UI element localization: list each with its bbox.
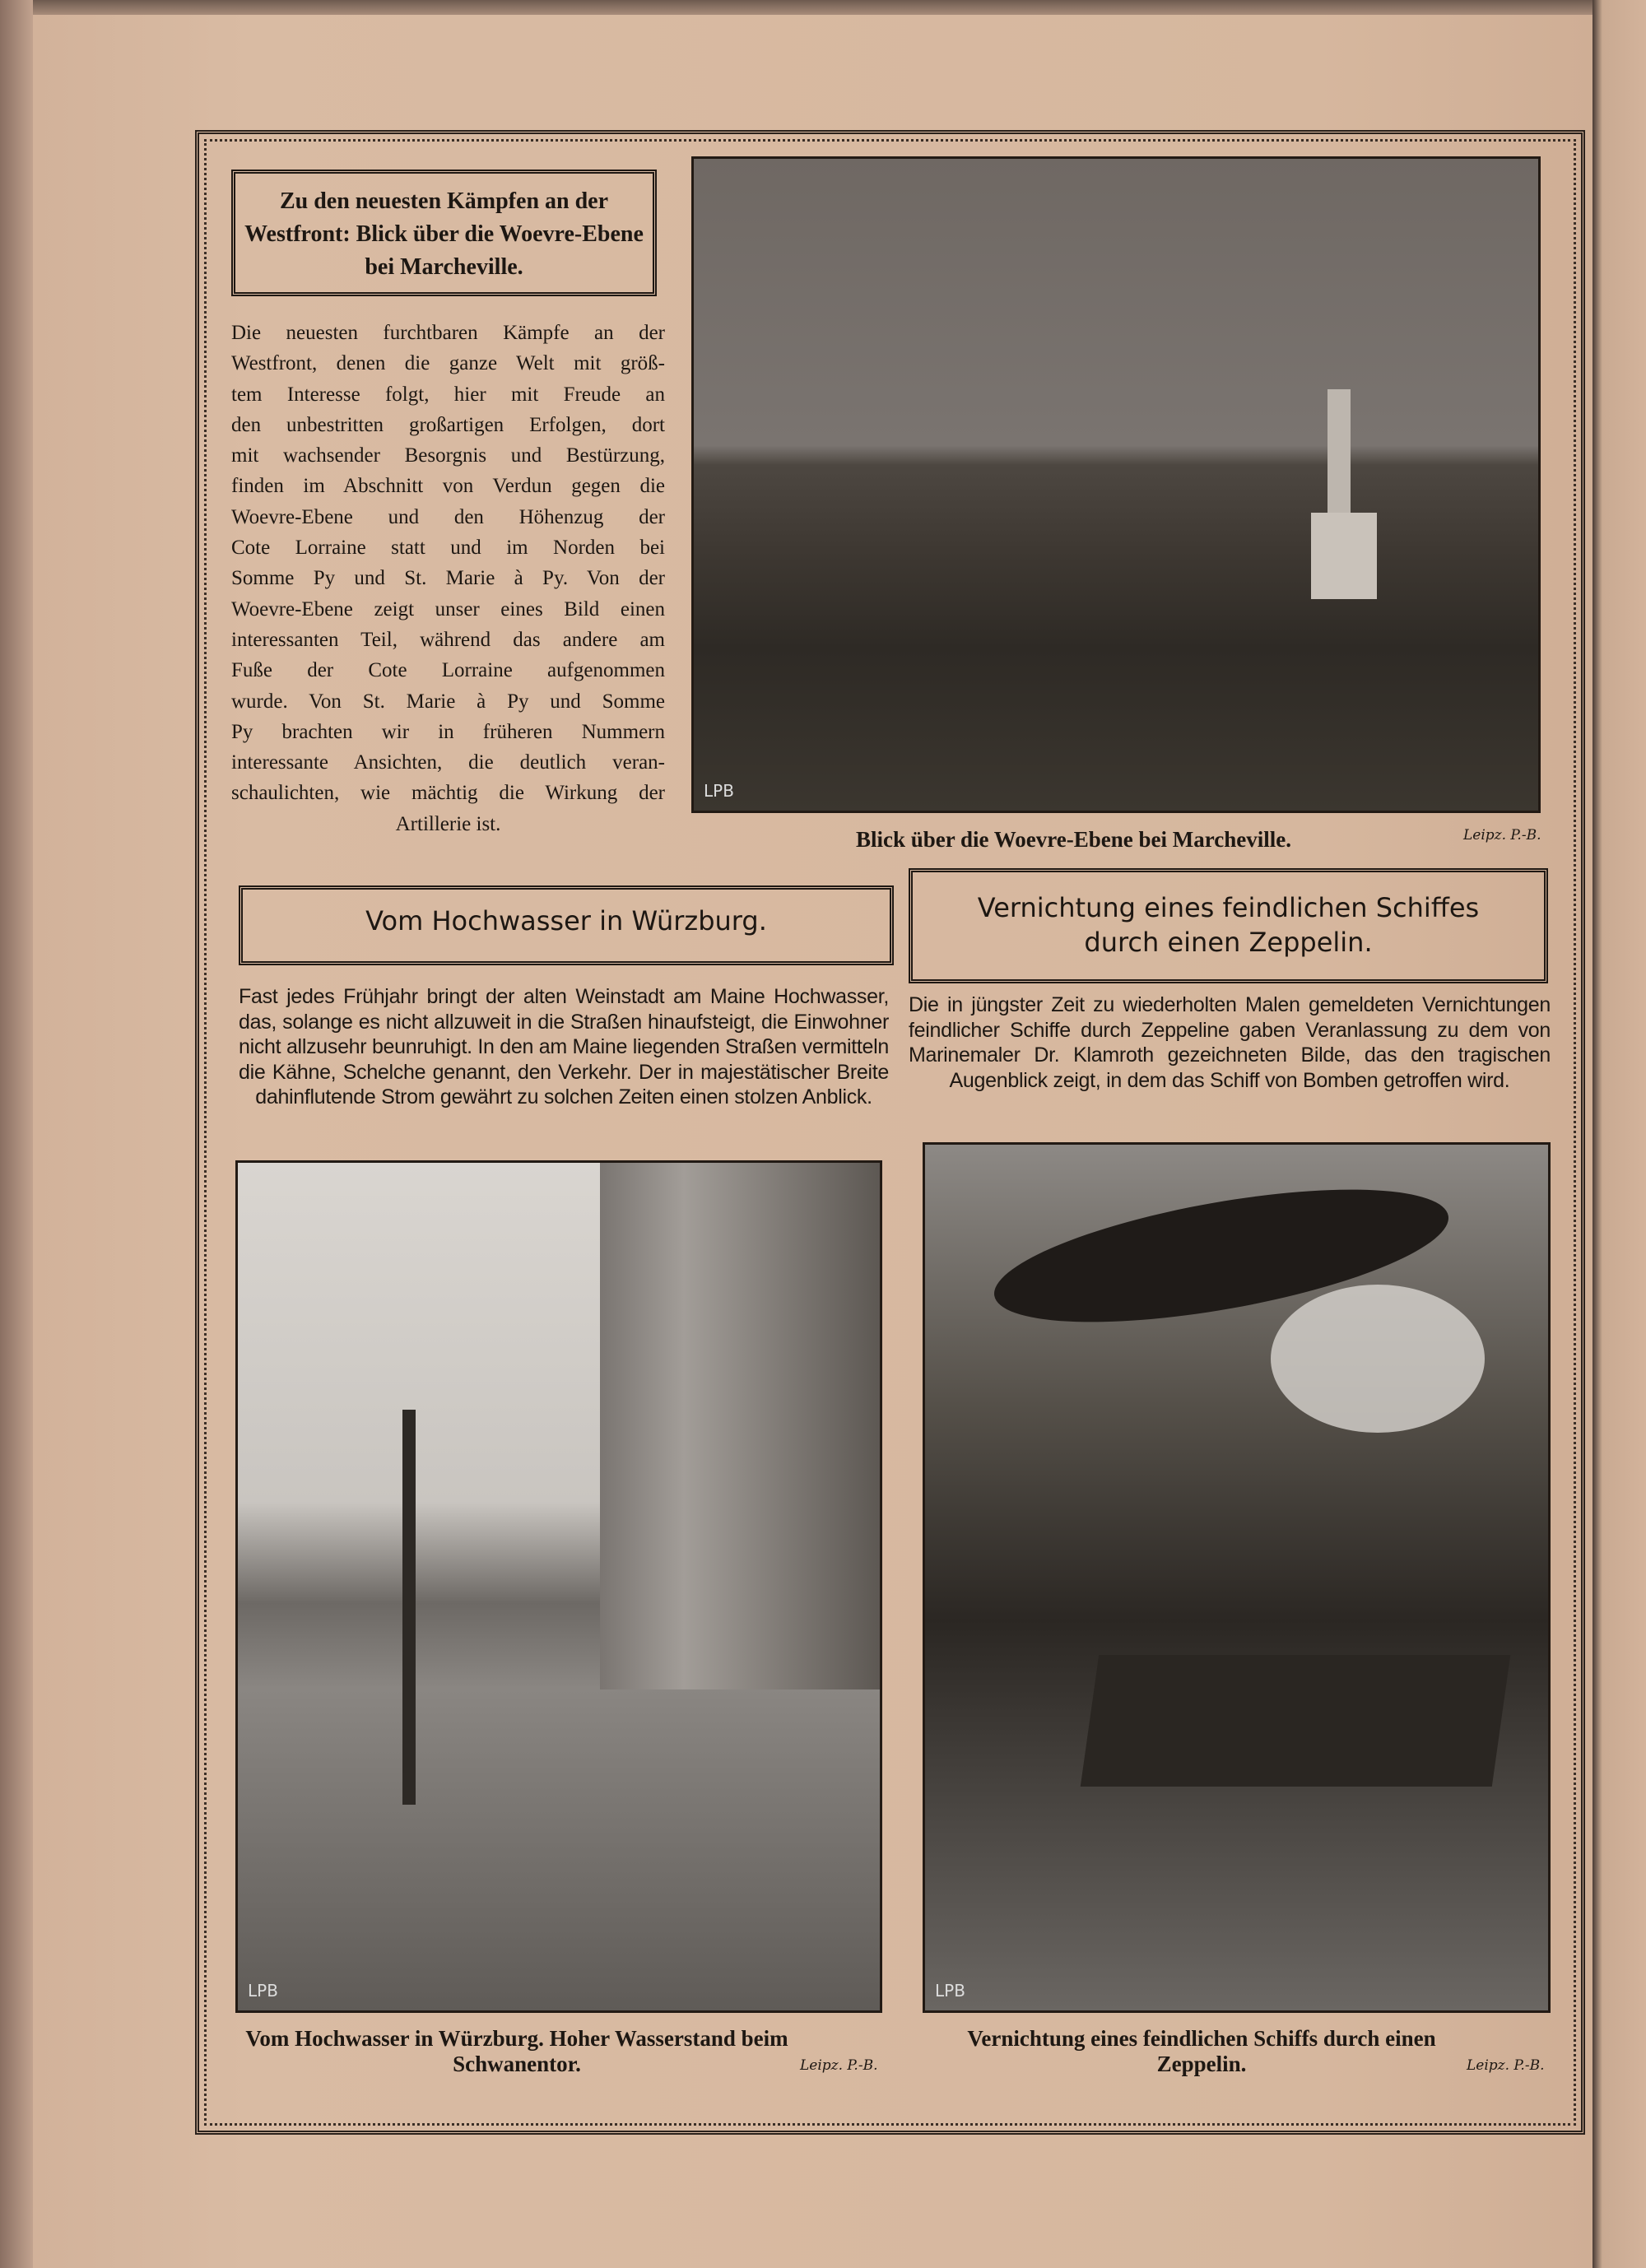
monogram: LPB [248,1981,278,2001]
body-line: Woevre-Ebene und den Höhenzug der [231,505,665,528]
monument [1327,389,1351,521]
photo-caption: Vom Hochwasser in Würzburg. Hoher Wasserstand beim Schwanentor. [245,2026,788,2076]
body-line: den unbestritten großartigen Erfolgen, dort [231,413,665,436]
article2-heading-text: Vom Hochwasser in Würzburg. [365,905,767,936]
photo-credit: Leipz. P.-B. [1467,2057,1545,2074]
binding-edge [0,0,33,2268]
ship [1081,1655,1510,1787]
article3-heading-text: Vernichtung eines feindlichen Schiffes durch einen Zeppelin. [977,892,1480,958]
body-line: schaulichten, wie mächtig die Wirkung der [231,782,665,805]
article1-heading-text: Zu den neuesten Kämpfen an der Westfront: Blick über die Woevre-Ebene bei Marcheville. [244,188,644,280]
article3-heading [909,868,1548,983]
body-line: wurde. Von St. Marie à Py und Somme [231,690,665,713]
body-line: finden im Abschnitt von Verdun gegen die [231,475,665,498]
photo-wuerzburg-flood [235,1160,882,2013]
tree [402,1410,416,1805]
body-line: mit wachsender Besorgnis und Bestürzung, [231,444,665,467]
article1-heading [231,170,657,296]
body-line: interessanten Teil, während das andere am [231,628,665,651]
monument-base [1311,513,1377,599]
photo-caption: Vernichtung eines feindlichen Schiffs durch einen Zeppelin. [967,2026,1436,2076]
adjacent-page-edge [1593,0,1646,2268]
article2-body: Fast jedes Frühjahr bringt der alten Weinstadt am Maine Hochwasser, das, solange es nicht allzuweit in die Straßen hinaufsteigt, die Einwohner nicht allzusehr beunruhigt. In den am Maine liegenden Straßen vermitteln die Kähne, Schelche genannt, den Verkehr. Der in majestätischer Breite dahinflutende Strom gewährt zu solchen Zeiten einen stolzen Anblick. [239,985,889,1108]
body-line: Woevre-Ebene zeigt unser eines Bild einen [231,597,665,620]
smoke-cloud [1271,1285,1485,1433]
body-line: Py brachten wir in früheren Nummern [231,720,665,743]
painting-zeppelin-ship [923,1142,1551,2013]
buildings [600,1163,880,1689]
photo-woevre-plain [691,156,1541,813]
article3-body: Die in jüngster Zeit zu wiederholten Malen gemeldeten Vernichtungen feindlicher Schiffe durch Zeppeline gaben Veranlassung zu dem von Marinemaler Dr. Klamroth gezeichneten Bilde, das den tragischen Augenblick zeigt, in dem das Schiff von Bomben getroffen wird. [909,993,1551,1092]
article2-heading [239,885,894,965]
body-line: Cote Lorraine statt und im Norden bei [231,537,665,560]
body-line: tem Interesse folgt, hier mit Freude an [231,383,665,406]
article1-body [231,318,665,869]
body-line: Westfront, denen die ganze Welt mit größ- [231,352,665,375]
photo-caption: Blick über die Woevre-Ebene bei Marcheville. [856,827,1291,852]
body-line: Somme Py und St. Marie à Py. Von der [231,567,665,590]
monogram: LPB [935,1981,965,2001]
body-line: Artillerie ist. [395,812,501,835]
photo-credit: Leipz. P.-B. [800,2057,878,2074]
body-line: Die neuesten furchtbaren Kämpfe an der [231,322,665,344]
body-line: Fuße der Cote Lorraine aufgenommen [231,659,665,682]
monogram: LPB [704,781,734,801]
body-line: interessante Ansichten, die deutlich veran- [231,751,665,774]
photo-credit: Leipz. P.-B. [1463,827,1541,844]
page-edge [0,0,1593,15]
